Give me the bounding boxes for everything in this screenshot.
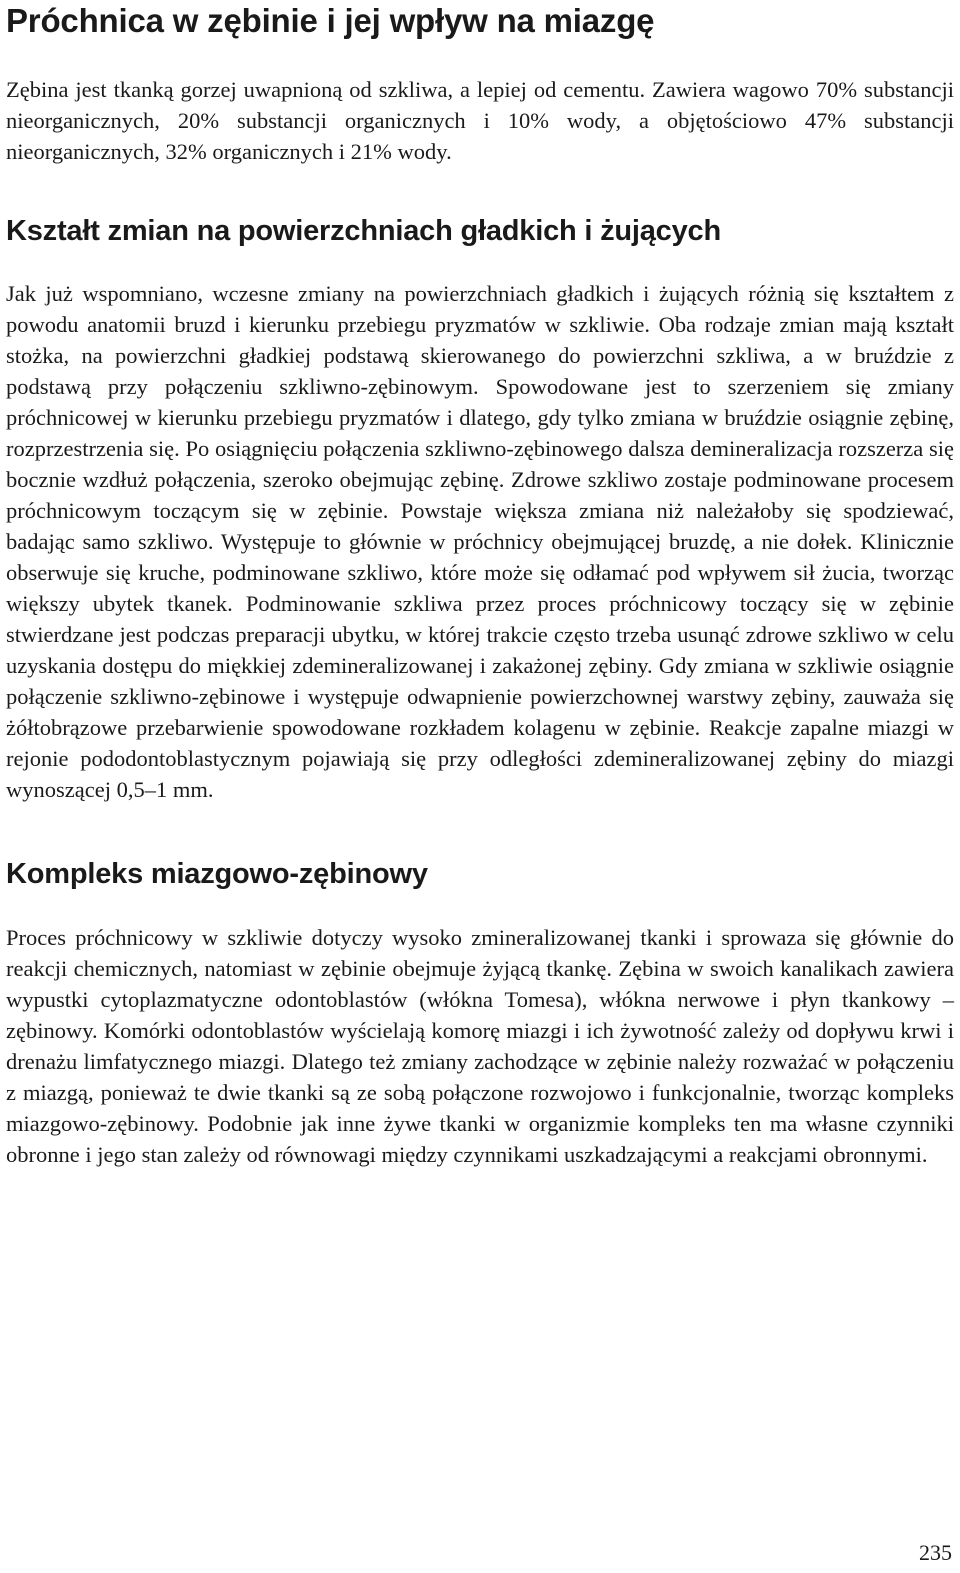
section-paragraph-kompleks: Proces próchnicowy w szkliwie dotyczy wysoko zmineralizowanej tkanki i sprowaza się głównie do reakcji chemicznych, natomiast w zębinie obejmuje żyjącą tkankę. Zębina w swoich kanalikach zawiera wypustki cytoplazmatyczne odontoblastów (włókna Tomesa), włókna nerwowe i płyn tkankowy – zębinowy. Komórki odontoblastów wyścielają komorę miazgi i ich żywotność zależy od dopływu krwi i drenażu limfatycznego miazgi. Dlatego też zmiany zachodzące w zębinie należy rozważać w połączeniu z miazgą, ponieważ te dwie tkanki są ze sobą połączone rozwojowo i funkcjonalnie, tworząc kompleks miazgowo-zębinowy. Podobnie jak inne żywe tkanki w organizmie kompleks ten ma własne czynniki obronne i jego stan zależy od równowagi między czynnikami uszkadzającymi a reakcjami obronnymi. (6, 925, 954, 1167)
intro-paragraph: Zębina jest tkanką gorzej uwapnioną od szkliwa, a lepiej od cementu. Zawiera wagowo 70% substancji nieorganicznych, 20% substancji organicznych i 10% wody, a objętościowo 47% substancji nieorganicznych, 32% organicznych i 21% wody. (6, 77, 954, 164)
page-number: 235 (919, 1540, 952, 1565)
section-heading-ksztalt-zmian: Kształt zmian na powierzchniach gładkich i żujących (6, 215, 721, 247)
section-heading-kompleks: Kompleks miazgowo-zębinowy (6, 858, 428, 890)
document-page (6, 0, 954, 1170)
section-paragraph-ksztalt-zmian: Jak już wspomniano, wczesne zmiany na powierzchniach gładkich i żujących różnią się kształtem z powodu anatomii bruzd i kierunku przebiegu pryzmatów w szkliwie. Oba rodzaje zmian mają kształt stożka, na powierzchni gładkiej podstawą skierowanego do powierzchni szkliwa, a w bruździe z podstawą przy połączeniu szkliwno-zębinowym. Spowodowane jest to szerzeniem się zmiany próchnicowej w kierunku przebiegu pryzmatów i dlatego, gdy tylko zmiana w bruździe osiągnie zębinę, rozprzestrzenia się. Po osiągnięciu połączenia szkliwno-zębinowego dalsza demineralizacja rozszerza się bocznie wzdłuż połączenia, szeroko obejmując zębinę. Zdrowe szkliwo zostaje podminowane procesem próchnicowym toczącym się w zębinie. Powstaje większa zmiana niż należałoby się spodziewać, badając samo szkliwo. Występuje to głównie w próchnicy obejmującej bruzdę, a nie dołek. Klinicznie obserwuje się kruche, podminowane szkliwo, które może się odłamać pod wpływem sił żucia, tworząc większy ubytek tkanek. Podminowanie szkliwa przez proces próchnicowy toczący się w zębinie stwierdzane jest podczas preparacji ubytku, w której trakcie często trzeba usunąć zdrowe szkliwo w celu uzyskania dostępu do miękkiej zdemineralizowanej i zakażonej zębiny. Gdy zmiana w szkliwie osiągnie połączenie szkliwno-zębinowe i występuje odwapnienie powierzchownej warstwy zębiny, zauważa się żółtobrązowe przebarwienie spowodowane rozkładem kolagenu w zębinie. Reakcje zapalne miazgi w rejonie pododontoblastycznym pojawiają się przy odległości zdemineralizowanej zębiny do miazgi wynoszącej 0,5–1 mm. (6, 281, 954, 802)
page-title: Próchnica w zębinie i jej wpływ na miazgę (6, 2, 655, 39)
